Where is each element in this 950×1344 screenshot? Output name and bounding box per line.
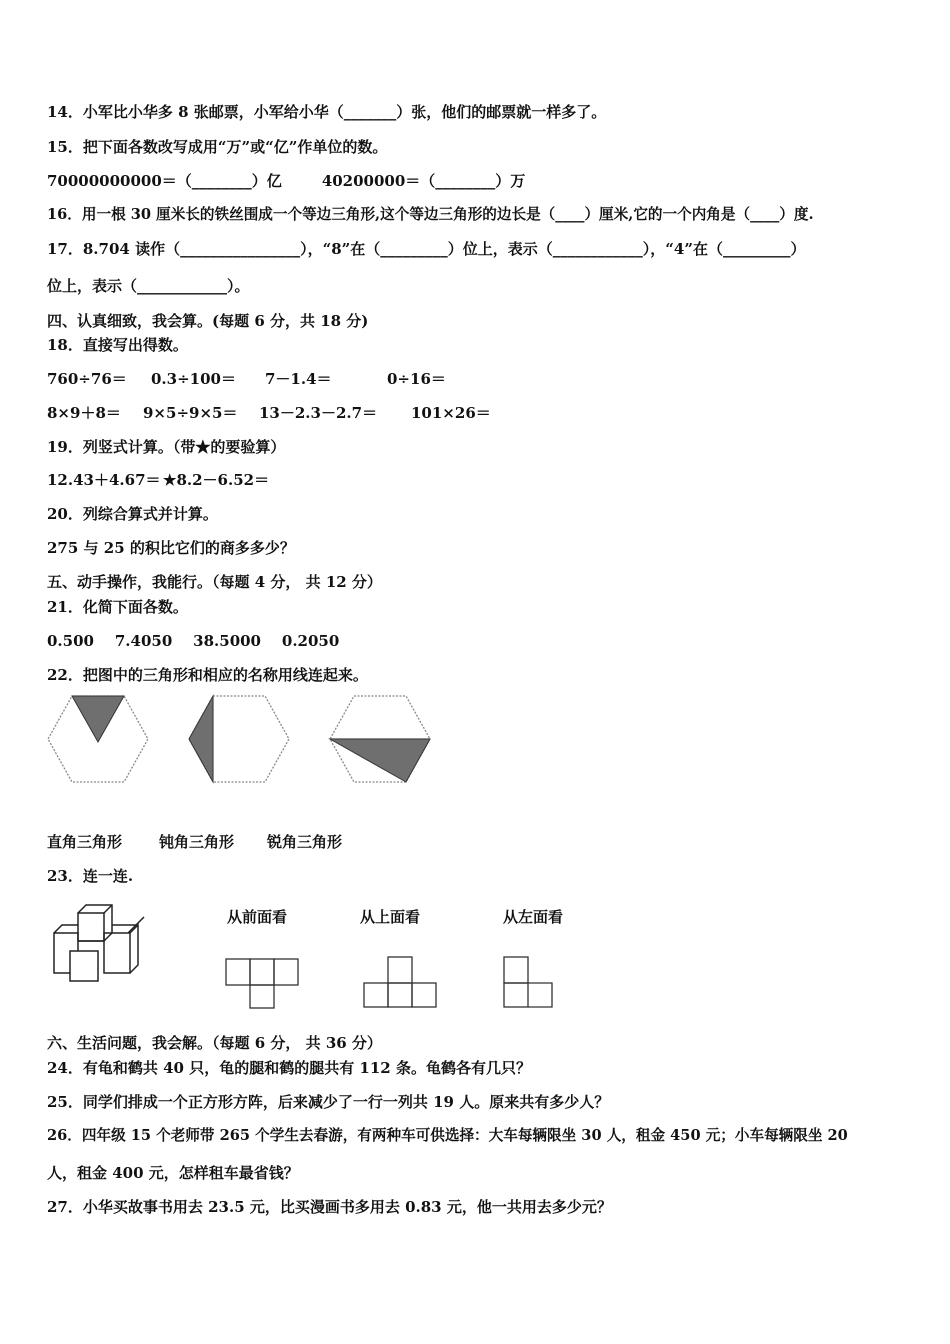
hexagon-figures — [44, 693, 444, 785]
view-label-top: 从上面看 — [360, 908, 421, 926]
section-5-heading: 五、动手操作，我能行。（每题 4 分， 共 12 分） — [47, 573, 382, 591]
question-24: 24．有龟和鹤共 40 只，龟的腿和鹤的腿共有 112 条。龟鹤各有几只？ — [47, 1059, 531, 1077]
question-15-items — [47, 171, 525, 191]
question-26-line1: 26．四年级 15 个老师带 265 个学生去春游，有两种车可供选择：大车每辆限坐 30 人，租金 450 元；小车每辆限坐 20 — [47, 1127, 848, 1144]
view-label-left: 从左面看 — [503, 908, 564, 926]
question-20: 20．列综合算式并计算。 — [47, 505, 218, 523]
hexagon-3 — [330, 696, 430, 782]
q18-expr: 760÷76＝ — [47, 370, 127, 388]
question-27: 27．小华买故事书用去 23.5 元，比买漫画书多用去 0.83 元，他一共用去多少元？ — [47, 1198, 612, 1216]
q15-item-b: 40200000＝（________）万 — [321, 172, 526, 190]
front-view-figure — [224, 955, 302, 1010]
q18-expr: 0.3÷100＝ — [151, 370, 236, 388]
q18-expr: 101×26＝ — [411, 404, 491, 422]
question-26-line2: 人，租金 400 元，怎样租车最省钱？ — [47, 1164, 299, 1182]
q18-row-1 — [47, 369, 446, 389]
triangle-label: 钝角三角形 — [159, 833, 235, 851]
question-23: 23．连一连. — [47, 867, 134, 885]
left-view-figure — [502, 955, 558, 1011]
q18-row-2 — [47, 403, 491, 423]
q19-expr: ★8.2－6.52＝ — [163, 471, 270, 489]
q19-row — [47, 470, 269, 490]
question-17-line2: 位上，表示（____________）。 — [47, 277, 250, 295]
question-19: 19．列竖式计算。（带★的要验算） — [47, 438, 286, 456]
section-4-heading: 四、认真细致，我会算。(每题 6 分，共 18 分) — [47, 312, 369, 330]
question-25: 25．同学们排成一个正方形方阵，后来减少了一行一列共 19 人。原来共有多少人？ — [47, 1093, 610, 1111]
cube-stack-figure — [48, 903, 158, 983]
top-view-figure — [362, 955, 440, 1010]
triangle-label: 锐角三角形 — [267, 833, 343, 851]
q18-expr: 8×9＋8＝ — [47, 404, 121, 422]
question-21-numbers: 0.500 7.4050 38.5000 0.2050 — [47, 632, 340, 650]
question-15: 15．把下面各数改写成用“万”或“亿”作单位的数。 — [47, 138, 388, 156]
question-16: 16．用一根 30 厘米长的铁丝围成一个等边三角形,这个等边三角形的边长是（____）厘米,它的一个内角是（____）度. — [47, 206, 814, 223]
question-18: 18．直接写出得数。 — [47, 336, 188, 354]
section-6-heading: 六、生活问题，我会解。（每题 6 分， 共 36 分） — [47, 1034, 382, 1052]
question-14: 14．小军比小华多 8 张邮票，小军给小华（_______）张，他们的邮票就一样多了。 — [47, 103, 607, 121]
q18-expr: 0÷16＝ — [387, 370, 446, 388]
view-label-front: 从前面看 — [227, 908, 288, 926]
hexagon-2 — [189, 696, 289, 782]
question-22: 22．把图中的三角形和相应的名称用线连起来。 — [47, 666, 368, 684]
question-20-text: 275 与 25 的积比它们的商多多少？ — [47, 539, 295, 557]
q18-expr: 9×5÷9×5＝ — [143, 404, 238, 422]
triangle-label: 直角三角形 — [47, 833, 123, 851]
q18-expr: 13－2.3－2.7＝ — [259, 404, 378, 422]
q18-expr: 7－1.4＝ — [265, 370, 332, 388]
q19-expr: 12.43＋4.67＝ — [47, 471, 161, 489]
q22-labels — [47, 832, 342, 852]
q15-item-a: 70000000000＝（________）亿 — [47, 172, 282, 190]
hexagon-1 — [48, 696, 148, 782]
question-17-line1: 17．8.704 读作（________________），“8”在（_________）位上，表示（____________），“4”在（_________） — [47, 240, 806, 258]
question-21: 21．化简下面各数。 — [47, 598, 188, 616]
